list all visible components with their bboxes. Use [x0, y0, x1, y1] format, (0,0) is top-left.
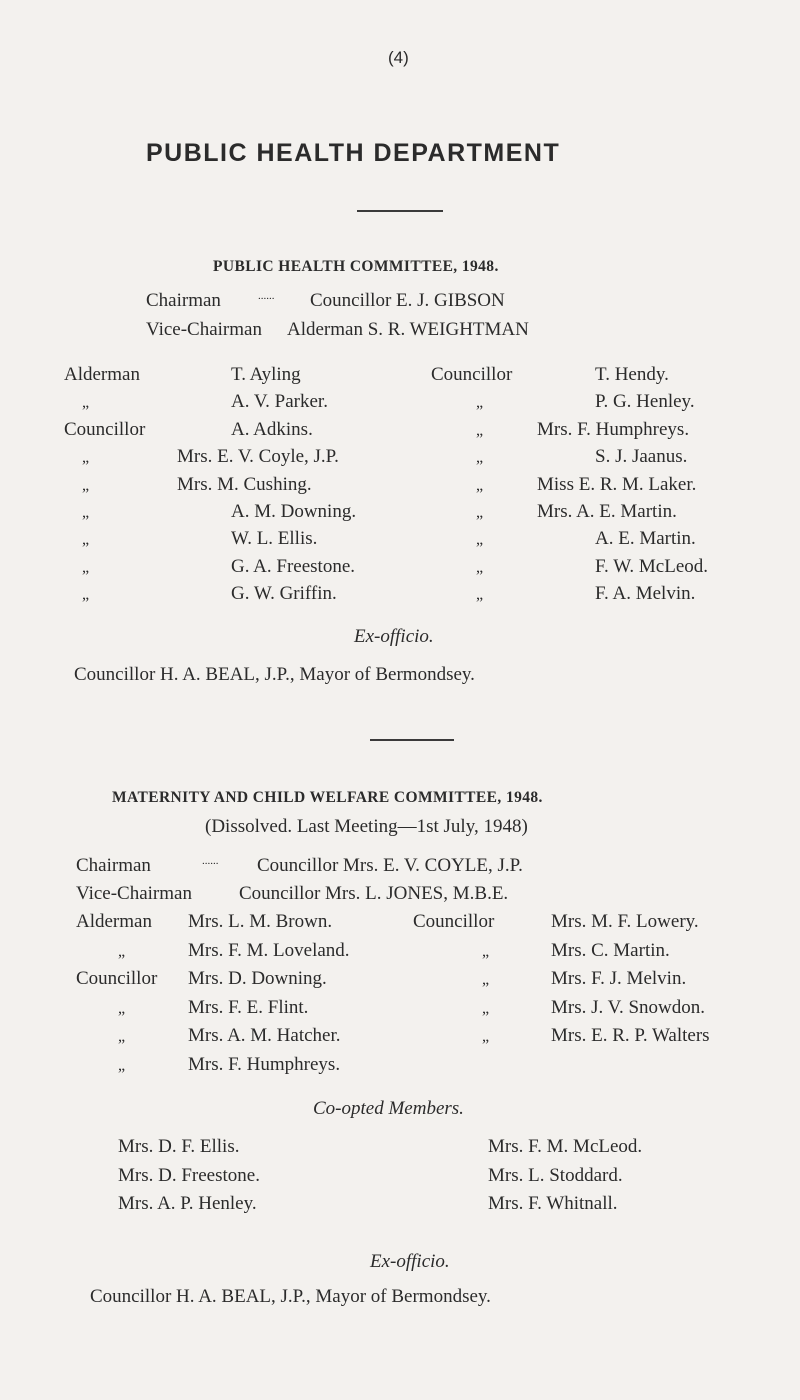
member-name: Mrs. A. E. Martin. [537, 501, 677, 522]
member-title: „ [476, 449, 484, 467]
mcw-vice-chairman-name: Councillor Mrs. L. JONES, M.B.E. [239, 883, 509, 904]
mcw-subtitle: (Dissolved. Last Meeting—1st July, 1948) [205, 816, 528, 837]
member-name: Mrs. M. F. Lowery. [551, 911, 699, 932]
divider [357, 210, 443, 212]
member-name: Miss E. R. M. Laker. [537, 473, 697, 495]
member-title: „ [482, 1028, 490, 1046]
member-name: Mrs. C. Martin. [551, 939, 670, 961]
phc-title: PUBLIC HEALTH COMMITTEE, 1948. [213, 258, 499, 275]
member-title: „ [476, 586, 484, 604]
member-title: „ [82, 449, 90, 467]
coopted-member-name: Mrs. L. Stoddard. [488, 1164, 623, 1186]
department-title: PUBLIC HEALTH DEPARTMENT [146, 139, 561, 167]
member-title: Alderman [64, 364, 140, 385]
member-name: Mrs. F. E. Flint. [188, 996, 309, 1018]
member-name: A. Adkins. [231, 418, 313, 440]
member-name: P. G. Henley. [595, 391, 695, 413]
phc-vice-chairman-name: Alderman S. R. WEIGHTMAN [287, 319, 529, 340]
member-name: A. V. Parker. [231, 391, 328, 413]
member-name: Mrs. L. M. Brown. [188, 911, 333, 932]
member-name: Mrs. F. Humphreys. [537, 418, 690, 440]
member-title: „ [118, 999, 126, 1017]
member-title: „ [482, 999, 490, 1017]
member-title: „ [82, 558, 90, 576]
divider [370, 739, 454, 741]
member-name: Mrs. J. V. Snowdon. [551, 996, 705, 1018]
member-title: „ [82, 531, 90, 549]
member-name: Mrs. A. M. Hatcher. [188, 1025, 341, 1047]
member-title: „ [82, 586, 90, 604]
member-title: „ [476, 531, 484, 549]
member-title: Councillor [76, 968, 158, 990]
member-title: „ [476, 504, 484, 521]
member-name: Mrs. M. Cushing. [177, 473, 312, 495]
member-name: Mrs. D. Downing. [188, 968, 327, 990]
coopted-member-name: Mrs. D. F. Ellis. [118, 1136, 240, 1157]
member-title: „ [82, 476, 90, 494]
member-title: Councillor [413, 911, 495, 932]
member-title: „ [118, 1057, 126, 1074]
coopted-member-name: Mrs. A. P. Henley. [118, 1193, 257, 1214]
member-name: Mrs. F. M. Loveland. [188, 939, 350, 961]
member-title: „ [482, 971, 490, 989]
member-name: T. Hendy. [595, 364, 669, 385]
member-title: „ [476, 394, 484, 412]
mcw-chairman-name: Councillor Mrs. E. V. COYLE, J.P. [257, 855, 523, 876]
member-title: „ [118, 942, 126, 960]
member-title: „ [476, 558, 484, 576]
mcw-ex-officio-text: Councillor H. A. BEAL, J.P., Mayor of Bermondsey. [90, 1286, 491, 1307]
phc-ex-officio-text: Councillor H. A. BEAL, J.P., Mayor of Bermondsey. [74, 664, 475, 685]
member-name: S. J. Jaanus. [595, 446, 688, 468]
member-name: F. W. McLeod. [595, 555, 709, 577]
phc-vice-chairman-label: Vice-Chairman [146, 319, 262, 340]
member-name: Mrs. F. J. Melvin. [551, 968, 687, 990]
member-name: T. Ayling [231, 364, 301, 385]
member-name: Mrs. E. V. Coyle, J.P. [177, 446, 339, 468]
member-name: Mrs. F. Humphreys. [188, 1054, 341, 1075]
member-title: „ [82, 504, 90, 521]
coopted-member-name: Mrs. F. M. McLeod. [488, 1136, 643, 1157]
mcw-chairman-label: Chairman [76, 855, 151, 876]
member-title: Councillor [64, 418, 146, 440]
member-name: A. M. Downing. [231, 501, 357, 522]
coopted-member-name: Mrs. F. Whitnall. [488, 1193, 618, 1214]
member-title: „ [476, 476, 484, 494]
member-title: „ [476, 421, 484, 439]
member-name: G. A. Freestone. [231, 555, 356, 577]
mcw-ex-officio-heading: Ex-officio. [370, 1251, 450, 1272]
mcw-title: MATERNITY AND CHILD WELFARE COMMITTEE, 1948. [112, 789, 543, 806]
member-name: Mrs. E. R. P. Walters [551, 1025, 710, 1047]
phc-chairman-dots: ...... [258, 290, 275, 302]
phc-chairman-label: Chairman [146, 290, 221, 311]
member-name: A. E. Martin. [595, 528, 696, 550]
member-title: „ [82, 394, 90, 412]
member-name: G. W. Griffin. [231, 583, 337, 605]
phc-ex-officio-heading: Ex-officio. [354, 626, 434, 647]
phc-chairman-name: Councillor E. J. GIBSON [310, 290, 505, 311]
mcw-coopted-heading: Co-opted Members. [313, 1098, 464, 1119]
member-title: Councillor [431, 364, 513, 385]
mcw-chairman-dots: ...... [202, 855, 219, 867]
coopted-member-name: Mrs. D. Freestone. [118, 1164, 260, 1186]
page-number: (4) [388, 48, 409, 67]
member-title: Alderman [76, 911, 152, 932]
member-name: F. A. Melvin. [595, 583, 696, 605]
member-title: „ [118, 1028, 126, 1046]
member-name: W. L. Ellis. [231, 528, 318, 550]
mcw-vice-chairman-label: Vice-Chairman [76, 883, 192, 904]
member-title: „ [482, 942, 490, 960]
